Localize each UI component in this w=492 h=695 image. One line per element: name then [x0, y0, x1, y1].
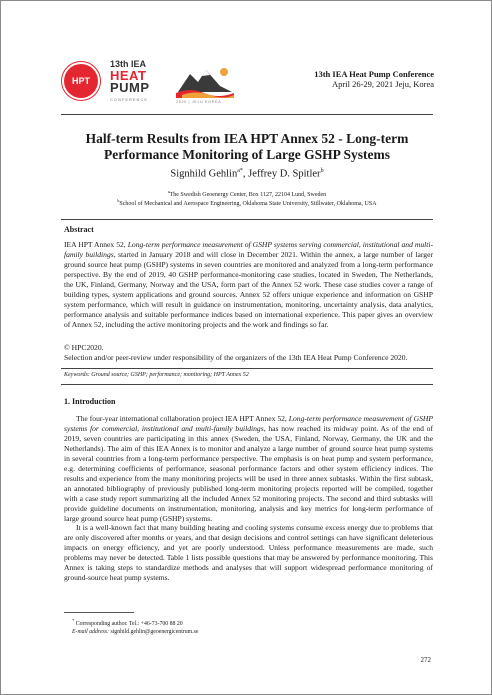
introduction-heading: 1. Introduction: [64, 397, 116, 406]
conference-logo: [64, 58, 234, 104]
abstract-paragraph: [64, 240, 433, 330]
footnote-line1: [72, 617, 198, 628]
keywords: Keywords: Ground source; GSHP; performance; monitoring; HPT Annex 52: [64, 372, 249, 378]
author-1: Signhild Gehlin: [170, 168, 238, 180]
abstract-annex-title: Long-term performance measurement of GSHP systems serving commercial, institutional and multi-family buildings: [64, 240, 433, 259]
authors: [61, 168, 433, 180]
keywords-bottom-divider: [61, 384, 433, 385]
affiliation-b: [61, 197, 433, 208]
logo-line4: CONFERENCE: [110, 97, 149, 102]
logo-line2: HEAT: [110, 68, 147, 83]
copyright-line: © HPC2020.: [64, 343, 104, 352]
footnote-email-label: E-mail address:: [72, 628, 109, 635]
abstract-text: , started in January 2018 and will close in December 2021. Within the annex, a large number of larger ground source heat pump (GSHP) systems in seven countries are monitored and analyzed from a long-term performance perspective. By the end of 2019, 40 GSHP performance-monitoring case studies, located in Sweden, The Netherlands, the UK, Finland, Germany, Norway and the USA, form part of the Annex 52 work. These case studies cover a range of building types, system applications and ground sources. Annex 52 offers unique experience and information on GSHP system performance, which will result in guidance on instrumentation, monitoring, uncertainty analysis, data analytics, performance analysis and suitable performance indices based on international experience. This paper gives an overview of Annex 52, including the active monitoring projects and the work and findings so far.: [64, 249, 433, 329]
affiliation-a-text: The Swedish Geoenergy Center, Box 1127, 22104 Lund, Sweden: [169, 192, 327, 198]
abstract-lead: IEA HPT Annex 52,: [64, 240, 128, 249]
paper-title: [61, 131, 433, 163]
affiliation-b-sup: b: [117, 198, 120, 203]
footnote-email: signhild.gehlin@geoenergicentrum.se: [110, 628, 199, 635]
introduction-body: [64, 414, 433, 583]
footnote-line2: [72, 628, 198, 636]
logo-wordmark: [110, 58, 150, 106]
copyright-block: [64, 343, 433, 363]
conference-dates: April 26-29, 2021 Jeju, Korea: [332, 79, 434, 89]
hpt-logo-icon: [64, 64, 98, 98]
jeju-landscape-icon: [176, 62, 234, 98]
logo-line1: 13th IEA: [110, 59, 147, 69]
abstract-body: [64, 240, 433, 330]
author-1-sup: a*: [237, 168, 243, 174]
intro-p1-lead: The four-year international collaboration project IEA HPT Annex 52,: [76, 414, 289, 423]
logo-line3: PUMP: [110, 80, 150, 95]
affiliation-a-sup: a: [167, 189, 170, 194]
conference-info: [314, 69, 434, 89]
conference-name: 13th IEA Heat Pump Conference: [314, 69, 434, 79]
title-line2: Performance Monitoring of Large GSHP Systems: [103, 147, 391, 162]
review-line: Selection and/or peer-review under responsibility of the organizers of the 13th IEA Heat Pump Conference 2020.: [64, 352, 408, 362]
intro-p1-text: , has now reached its midway point. As of the end of 2019, seven countries are participating in this annex (Sweden, the USA, Finland, Norway, Germany, the UK and the Netherlands). The aim of this IEA Annex is to monitor and analyze a large number of ground source heat pump systems in several countries from a long-term performance perspective. The emphasis is on heat pump and system performance, e.g. determining coefficients of performance, seasonal performance factors and other system efficiency indices. The results and experience from the many monitoring projects will be used in three annex subtasks. Within the first subtask, an annotated bibliography of previously published long-term monitoring projects reported will be compiled, together with a case study report summarizing all the included Annex 52 monitoring projects. The second and third subtasks will provide guideline documents on instrumentation, monitoring, analysis and key metrics for long-term performance of large ground source heat pump (GSHP) systems.: [64, 423, 433, 523]
author-2-sup: b: [320, 168, 324, 174]
author-separator: ,: [242, 168, 249, 180]
footnote: [64, 617, 198, 636]
affiliation-b-text: School of Mechanical and Aerospace Engineering, Oklahoma State University, Stillwater, Oklahoma, USA: [119, 201, 377, 207]
intro-paragraph-1: [64, 414, 433, 523]
intro-paragraph-2: It is a well-known fact that many building heating and cooling systems consume excess energy due to problems that are only discovered after months or years, and that design decisions and control settings can have significant deleterious impacts on energy efficiency, and yet are poorly understood. Unless performance measurements are made, such problems may never be detected. Table 1 lists possible questions that may be answered by performance monitoring. This Annex is taking steps to standardize methods and analyses that will support widespread performance monitoring of ground-source heat pump systems.: [64, 523, 433, 583]
footnote-corresponding: Corresponding author. Tel.: +46-73-700 88 20: [75, 620, 183, 627]
hpt-logo-text: HPT: [72, 76, 90, 86]
footnote-star: *: [72, 618, 75, 623]
page-number: 272: [420, 656, 431, 664]
header-divider: [61, 114, 433, 115]
logo-subtitle: 2020 | JEJU KOREA: [176, 99, 222, 104]
keywords-top-divider: [61, 368, 433, 369]
title-line1: Half-term Results from IEA HPT Annex 52 - Long-term: [85, 131, 409, 146]
abstract-heading: Abstract: [64, 225, 94, 234]
author-2: Jeffrey D. Spitler: [248, 168, 321, 180]
intro-p1-italic: Long-term performance measurement of GSHP systems for commercial, institutional and multi-family buildings: [64, 414, 433, 433]
abstract-top-divider: [61, 219, 433, 220]
footnote-rule: [64, 612, 134, 613]
